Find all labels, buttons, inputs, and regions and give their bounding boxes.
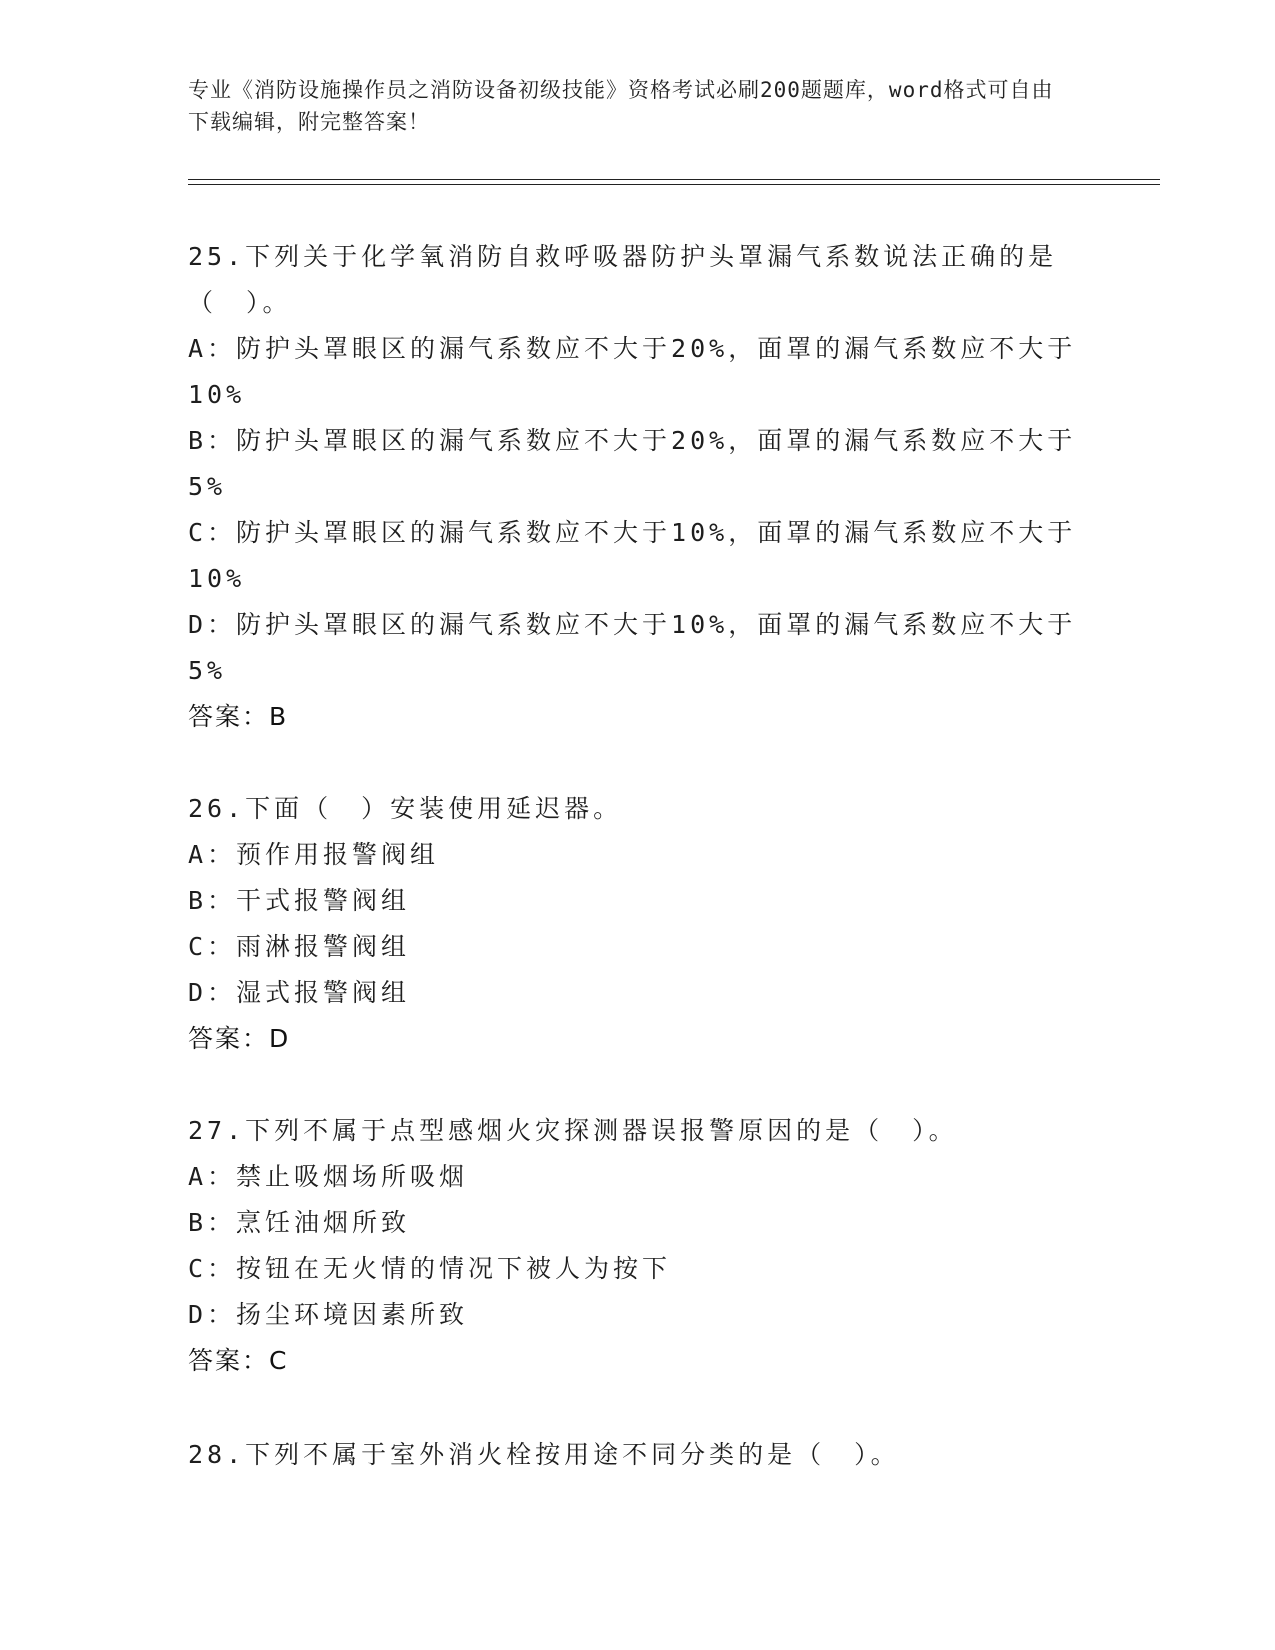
option-d: D：湿式报警阀组: [188, 978, 411, 1007]
option-b: B：干式报警阀组: [188, 886, 411, 915]
question-stem: 28.下列不属于室外消火栓按用途不同分类的是（ ）。: [188, 1440, 900, 1469]
question-stem: 27.下列不属于点型感烟火灾探测器误报警原因的是（ ）。: [188, 1116, 958, 1145]
answer: 答案：D: [188, 1024, 291, 1053]
document-header: 专业《消防设施操作员之消防设备初级技能》资格考试必刷200题题库，word格式可自由下载编辑，附完整答案！: [188, 78, 1054, 134]
answer: 答案：B: [188, 702, 289, 731]
option-c: C：按钮在无火情的情况下被人为按下: [188, 1254, 672, 1283]
answer: 答案：C: [188, 1346, 289, 1375]
option-d: D：防护头罩眼区的漏气系数应不大于10%，面罩的漏气系数应不大于5%: [188, 610, 1077, 685]
header-divider-bottom: [188, 184, 1160, 185]
option-a: A：禁止吸烟场所吸烟: [188, 1162, 469, 1191]
option-d: D：扬尘环境因素所致: [188, 1300, 469, 1329]
question-26: [188, 786, 1088, 1062]
question-25: [188, 234, 1088, 740]
option-b: B：防护头罩眼区的漏气系数应不大于20%，面罩的漏气系数应不大于5%: [188, 426, 1077, 501]
option-b: B：烹饪油烟所致: [188, 1208, 411, 1237]
option-c: C：防护头罩眼区的漏气系数应不大于10%，面罩的漏气系数应不大于10%: [188, 518, 1077, 593]
header-divider-top: [188, 179, 1160, 180]
question-27: [188, 1108, 1088, 1384]
option-a: A：预作用报警阀组: [188, 840, 440, 869]
question-stem: 25.下列关于化学氧消防自救呼吸器防护头罩漏气系数说法正确的是（ ）。: [188, 242, 1058, 317]
option-c: C：雨淋报警阀组: [188, 932, 411, 961]
question-stem: 26.下面（ ）安装使用延迟器。: [188, 794, 623, 823]
question-28: [188, 1432, 1088, 1478]
option-a: A：防护头罩眼区的漏气系数应不大于20%，面罩的漏气系数应不大于10%: [188, 334, 1077, 409]
